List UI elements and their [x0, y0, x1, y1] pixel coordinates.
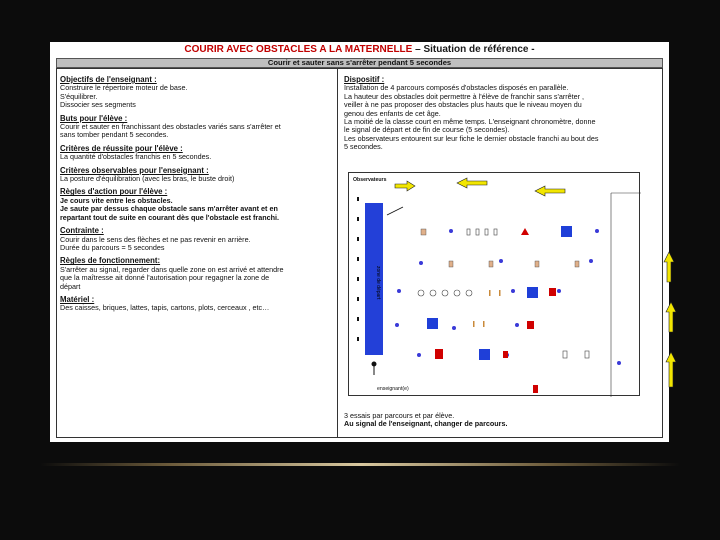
- course-diagram: [348, 172, 640, 396]
- section-heading: Buts pour l'élève :: [60, 113, 128, 123]
- text-line: Je saute par dessus chaque obstacle sans m'arrêter avant et en: [60, 204, 278, 214]
- text-line: La hauteur des obstacles doit permettre à l'élève de franchir sans s'arrêter ,: [344, 91, 585, 101]
- diagram-footer: [344, 412, 662, 429]
- text-line: Les observateurs entourent sur leur fiche le dernier obstacle franchi au bout des: [344, 133, 599, 143]
- text-line: Au signal de l'enseignant, changer de parcours.: [344, 419, 508, 429]
- text-line: le signal de départ et de fin de course (5 secondes).: [344, 125, 510, 135]
- pointer-line: [387, 207, 403, 215]
- top-arrows: [395, 178, 565, 196]
- text-line: 3 essais par parcours et par élève.: [344, 411, 455, 420]
- right-arrows: [642, 212, 682, 392]
- text-line: veiller à ne pas proposer des obstacles plus hauts que le niveau moyen du: [344, 100, 582, 110]
- section-heading: Critères de réussite pour l'élève :: [60, 143, 183, 153]
- section-heading: Critères observables pour l'enseignant :: [60, 165, 209, 175]
- text-line: La posture d'équilibration (avec les bras, le buste droit): [60, 174, 235, 184]
- course-border: [611, 193, 641, 397]
- runners: [395, 229, 621, 365]
- text-line: Je cours vite entre les obstacles.: [60, 195, 173, 205]
- teacher-label: enseignant(e): [377, 386, 409, 392]
- row2-obstacles: [449, 261, 579, 267]
- title-suffix: – Situation de référence -: [412, 44, 535, 55]
- text-line: S'équilibrer.: [60, 91, 98, 101]
- row1-obstacles: [421, 226, 572, 237]
- slide-underline: [40, 463, 680, 466]
- text-line: Courir dans le sens des flèches et ne pas revenir en arrière.: [60, 234, 251, 244]
- section-heading: Règles d'action pour l'élève :: [60, 187, 168, 197]
- text-line: départ: [60, 281, 81, 291]
- section-regles-fonctionnement: [60, 257, 336, 291]
- diagram-marks: [349, 173, 641, 397]
- text-line: genou des enfants de cet âge.: [344, 108, 441, 118]
- section-criteres-reussite: [60, 145, 336, 162]
- text-line: Construire le répertoire moteur de base.: [60, 83, 188, 93]
- start-zone-label: zone de départ: [375, 266, 381, 300]
- section-heading: Matériel :: [60, 294, 95, 304]
- section-objectifs: [60, 76, 336, 110]
- row3-obstacles: [418, 287, 556, 298]
- text-line: que la maîtresse ait donné l'autorisation pour regagner la zone de: [60, 273, 270, 283]
- text-line: 5 secondes.: [344, 142, 383, 152]
- text-line: Des caisses, briques, lattes, tapis, cartons, plots, cerceaux , etc…: [60, 303, 270, 313]
- section-buts: [60, 115, 336, 140]
- text-line: S'arrêter au signal, regarder dans quelle zone on est arrivé et attendre: [60, 264, 284, 274]
- column-divider: [337, 68, 338, 438]
- section-materiel: [60, 296, 336, 313]
- row4-obstacles: [427, 318, 589, 393]
- subtitle-bar: Courir et sauter sans s'arrêter pendant 5 secondes: [56, 58, 663, 68]
- left-column: [60, 76, 336, 318]
- section-heading: Règles de fonctionnement:: [60, 256, 161, 266]
- teacher-figure: [372, 362, 376, 375]
- section-criteres-observables: [60, 167, 336, 184]
- section-heading: Objectifs de l'enseignant :: [60, 75, 157, 84]
- text-line: La moitié de la classe court en même temps. L'enseignant chronomètre, donne: [344, 117, 596, 127]
- right-column: [344, 76, 662, 152]
- text-line: La quantité d'obstacles franchis en 5 secondes.: [60, 152, 212, 162]
- section-heading: Contrainte :: [60, 226, 104, 236]
- page-title: [50, 44, 669, 56]
- text-line: repartant tout de suite en courant dès que l'obstacle est franchi.: [60, 212, 279, 222]
- title-main: COURIR AVEC OBSTACLES A LA MATERNELLE: [184, 44, 413, 55]
- observateurs-label: Observateurs: [353, 177, 387, 183]
- text-line: sans tomber pendant 5 secondes.: [60, 130, 169, 140]
- text-line: Courir et sauter en franchissant des obstacles variés sans s'arrêter et: [60, 122, 281, 132]
- section-heading: Dispositif :: [344, 75, 385, 84]
- section-contrainte: [60, 227, 336, 252]
- text-line: Dissocier ses segments: [60, 100, 136, 110]
- section-regles-action: [60, 188, 336, 222]
- observer-dots: [357, 197, 359, 341]
- text-line: Durée du parcours = 5 secondes: [60, 242, 165, 252]
- text-line: Installation de 4 parcours composés d'obstacles disposés en parallèle.: [344, 83, 569, 93]
- reference-document: [50, 42, 669, 442]
